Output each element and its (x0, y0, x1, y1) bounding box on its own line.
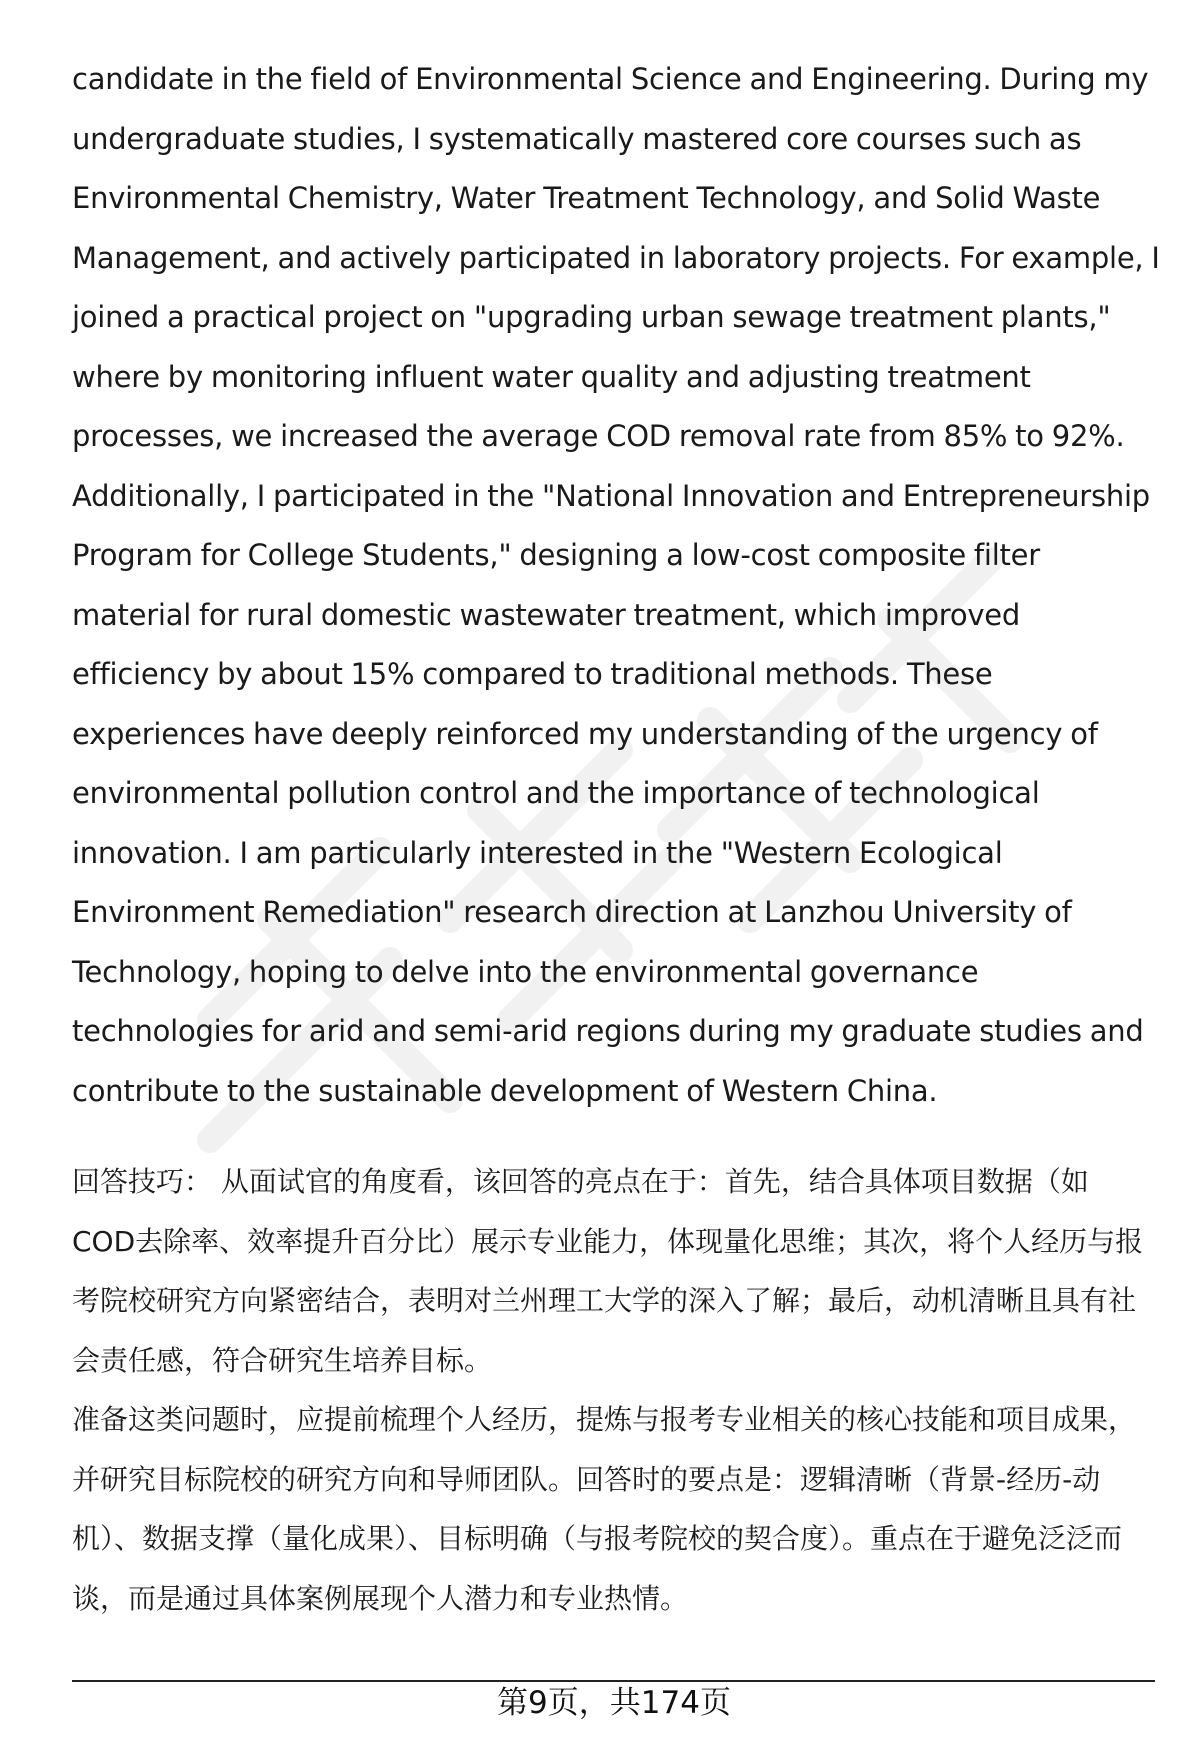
tips-paragraph-analysis: 回答技巧： 从面试官的角度看，该回答的亮点在于：首先，结合具体项目数据（如COD去除率、效率提升百分比）展示专业能力，体现量化思维；其次，将个人经历与报考院校研究方向紧密结合，表明对兰州理工大学的深入了解；最后，动机清晰且具有社会责任感，符合研究生培养目标。 (72, 1165, 1144, 1377)
tips-section (72, 1152, 1147, 1628)
answer-paragraph: candidate in the field of Environmental Science and Engineering. During my undergraduate studies, I systematically mastered core courses such as Environmental Chemistry, Water Treatment Technology, and Solid Waste Management, and actively participated in laboratory projects. For example, I joined a practical project on "upgrading urban sewage treatment plants," where by monitoring influent water quality and adjusting treatment processes, we increased the average COD removal rate from 85% to 92%. Additionally, I participated in the "National Innovation and Entrepreneurship Program for College Students," designing a low-cost composite filter material for rural domestic wastewater treatment, which improved efficiency by about 15% compared to traditional methods. These experiences have deeply reinforced my understanding of the urgency of environmental pollution control and the importance of technological innovation. I am particularly interested in the "Western Ecological Environment Remediation" research direction at Lanzhou University of Technology, hoping to delve into the environmental governance technologies for arid and semi-arid regions during my graduate studies and contribute to the sustainable development of Western China. (72, 62, 1160, 1108)
page-number: 第9页，共174页 (497, 1685, 731, 1721)
tips-paragraph-preparation: 准备这类问题时，应提前梳理个人经历，提炼与报考专业相关的核心技能和项目成果，并研究目标院校的研究方向和导师团队。回答时的要点是：逻辑清晰（背景-经历-动机）、数据支撑（量化成果）、目标明确（与报考院校的契合度）。重点在于避免泛泛而谈，而是通过具体案例展现个人潜力和专业热情。 (72, 1403, 1137, 1615)
footer-divider (72, 1680, 1155, 1682)
